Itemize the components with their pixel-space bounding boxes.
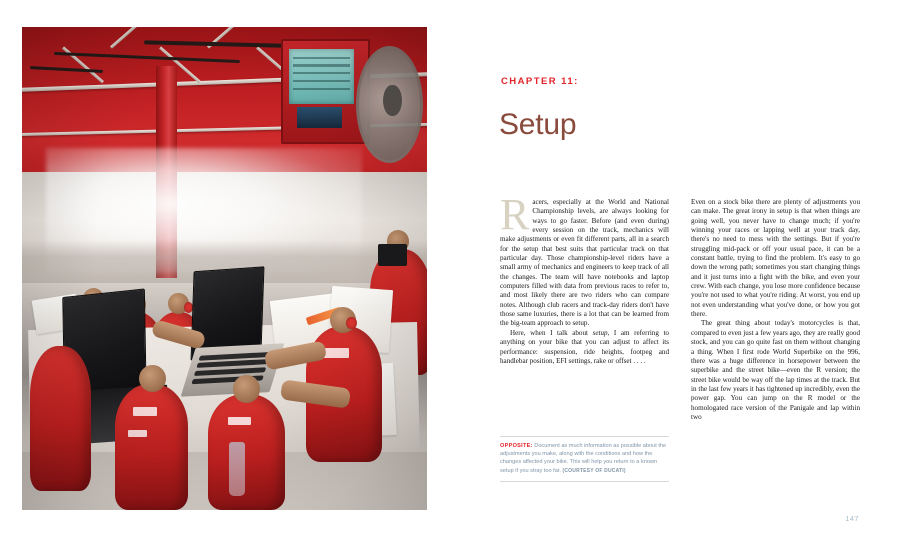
emphasized-term: setup bbox=[592, 328, 608, 337]
crew-member bbox=[208, 394, 285, 510]
body-paragraph bbox=[691, 319, 860, 422]
body-column-left bbox=[500, 190, 669, 433]
body-column-right bbox=[691, 198, 860, 433]
caption-text bbox=[500, 442, 669, 475]
garage-photograph bbox=[22, 27, 427, 510]
body-text: The great thing about today's motorcycles is that, compared to even just a few years ago, they are really good stock, and you can go quite fast on them without changing a thing. When I first rode World Superbike on the 996, there was a huge difference in horsepower between the superbike and the street bike—even the R version; the street bike would be way off the lap times at the track. But in the last few years it has tightened up incredibly, even the power gap. You can jump on the R model or the homologated race version of the Panigale and lap within two bbox=[691, 319, 860, 421]
body-paragraph bbox=[500, 190, 669, 329]
drop-cap: R bbox=[500, 190, 530, 239]
page-title: Setup bbox=[499, 108, 577, 142]
secondary-monitor-screen bbox=[297, 107, 342, 129]
body-paragraph bbox=[500, 329, 669, 366]
crew-member bbox=[115, 384, 188, 510]
body-text: Here, when I talk about setup, I am referring to anything on your bike that you can adjust to affect its performance: suspension, ride heights, footpeg and handlebar position, EFI settings, rake or offset . . . . bbox=[500, 328, 669, 365]
body-columns bbox=[500, 190, 860, 433]
caption-credit: (COURTESY OF DUCATI) bbox=[562, 467, 626, 474]
water-bottle bbox=[229, 442, 245, 495]
crew-head bbox=[233, 375, 261, 403]
photo-caption-box bbox=[500, 436, 669, 482]
camera-icon bbox=[378, 244, 406, 266]
chapter-label: CHAPTER 11: bbox=[501, 76, 579, 87]
timing-monitor-screen bbox=[289, 49, 354, 105]
body-paragraph bbox=[691, 198, 860, 319]
text-page bbox=[450, 0, 900, 550]
body-text: Even on a stock bike there are plenty of adjustments you can make. The great irony in setup is that when things are going well, you never have to change much; if you're winning your races or lapping well at your track day, there's no need to mess with the settings. But if you're struggling mid-pack or off your usual pace, it can be a constant battle, trying to find the problem. It's easy to go down the wrong path; sometimes you start changing things and it just turns into a fight with the bike, and even your crew. With each change, you lose more confidence because you're not used to what you're riding. At worst, you end up not even understanding what you've done, or how you got there. bbox=[691, 198, 860, 319]
headset-earpiece bbox=[346, 317, 357, 330]
crew-member bbox=[30, 346, 91, 491]
caption-body: Document as much information as possible about the adjustments you make, along with the conditions and how the changes affected your bike. This will help you return to a known setup if you stray too far. bbox=[500, 443, 667, 474]
body-text: acers, especially at the World and National Championship levels, are always looking for ways to go faster. Before (and even during) every session on the track, mechanics will make adjustments or even fit different parts, all in a search for the setup that best suits that particular track on that particular day. Those championship-level riders have a small army of mechanics and engineers to keep track of all the changes. The team will have notebooks and laptop computers filled with data from previous races to refer to, and most likely there are two riders who can compare notes. Although club racers and track-day riders don't have those same luxuries, there is a lot that can be learned from the big-team approach to setup. bbox=[500, 198, 669, 328]
page-number: 147 bbox=[845, 514, 859, 523]
ceiling-fan-hub bbox=[383, 85, 401, 116]
caption-lead-label: OPPOSITE: bbox=[500, 443, 533, 449]
